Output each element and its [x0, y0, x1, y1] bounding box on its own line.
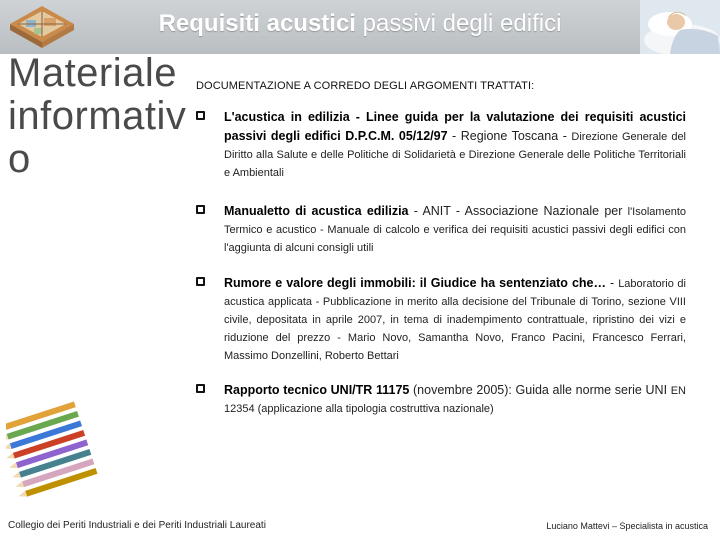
- list-item: [196, 274, 686, 365]
- item-title: L'acustica in edilizia - Linee guida per la valutazione dei requisiti acustici passivi degli edifici D.P.C.M. 05/12/97: [224, 110, 686, 143]
- item-body: l'Isolamento Termico e acustico - Manuale di calcolo e verifica dei requisiti acustici passivi degli edifici con l'aggiunta di alcuni consigli utili: [224, 206, 686, 254]
- slide-header: [0, 0, 720, 54]
- side-title: Materiale informativo: [8, 51, 187, 181]
- item-lead: - ANIT - Associazione Nazionale per: [408, 204, 628, 218]
- list-item: [196, 108, 686, 182]
- checkbox-bullet-icon: [196, 384, 205, 393]
- item-title: Rumore e valore degli immobili: il Giudice ha sentenziato che…: [224, 276, 606, 290]
- item-lead: - Regione Toscana -: [447, 129, 572, 143]
- item-title: Manualetto di acustica edilizia: [224, 204, 409, 218]
- section-heading: DOCUMENTAZIONE A CORREDO DEGLI ARGOMENTI TRATTATI:: [196, 80, 535, 92]
- item-lead: (novembre 2005): Guida alle norme serie UNI: [409, 383, 671, 397]
- checkbox-bullet-icon: [196, 205, 205, 214]
- item-body: Laboratorio di acustica applicata - Pubblicazione in merito alla decisione del Tribunale di Torino, sezione VIII civile, depositata in aprile 2007, in tema di inadempimento contrattuale, ripristino dei vizi e riduzione del prezzo - Mario Novo, Samantha Novo, Franco Pacini, Francesco Ferrari, Massimo Donzellini, Roberto Bettari: [224, 278, 686, 362]
- footer-author: Luciano Mattevi – Specialista in acustica: [546, 521, 708, 531]
- item-body: Direzione Generale del Diritto alla Salute e delle Politiche di Solidarietà e Direzione Generale delle Politiche Territoriali e Ambientali: [224, 131, 687, 179]
- item-body: EN 12354 (applicazione alla tipologia costruttiva nazionale): [224, 385, 686, 415]
- item-title: Rapporto tecnico UNI/TR 11175: [224, 383, 410, 397]
- slide-title: [0, 10, 720, 38]
- slide-title-bold: Requisiti acustici: [158, 10, 356, 37]
- item-lead: -: [606, 276, 619, 290]
- sleeping-person-icon: [640, 0, 720, 54]
- slide-title-rest: passivi degli edifici: [355, 10, 562, 37]
- checkbox-bullet-icon: [196, 111, 205, 120]
- colored-pencils-icon: [6, 400, 102, 500]
- checkbox-bullet-icon: [196, 277, 205, 286]
- list-item: [196, 202, 686, 257]
- list-item: [196, 381, 686, 418]
- footer-organization: Collegio dei Periti Industriali e dei Periti Industriali Laureati: [8, 520, 266, 531]
